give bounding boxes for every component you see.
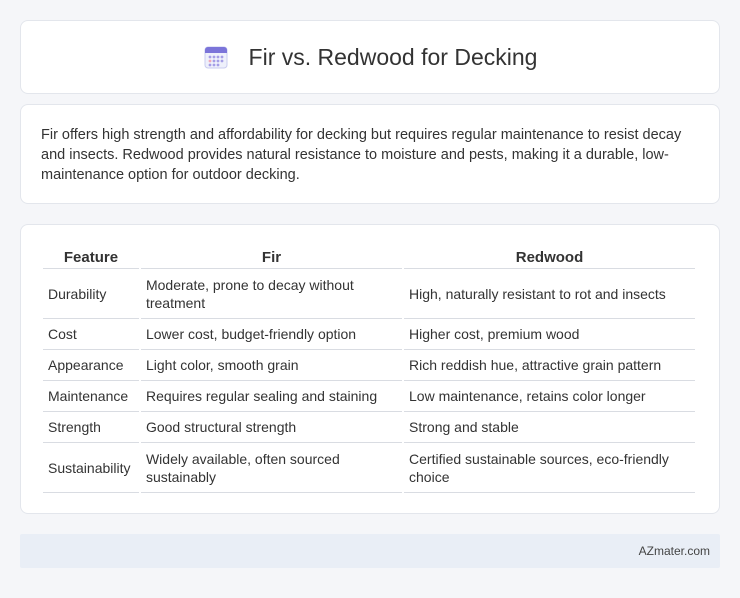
redwood-cell: Higher cost, premium wood xyxy=(404,319,695,350)
feature-cell: Durability xyxy=(43,269,139,319)
fir-cell: Requires regular sealing and staining xyxy=(141,381,402,412)
feature-cell: Sustainability xyxy=(43,443,139,493)
feature-cell: Maintenance xyxy=(43,381,139,412)
fir-cell: Widely available, often sourced sustainably xyxy=(141,443,402,493)
comparison-table xyxy=(41,247,697,493)
feature-cell: Strength xyxy=(43,412,139,443)
fir-cell: Light color, smooth grain xyxy=(141,350,402,381)
calendar-icon xyxy=(203,44,229,70)
redwood-cell: Low maintenance, retains color longer xyxy=(404,381,695,412)
table-row xyxy=(43,350,695,381)
title-card xyxy=(20,20,720,94)
footer-site-link[interactable]: AZmater.com xyxy=(638,544,710,558)
table-row xyxy=(43,412,695,443)
fir-cell: Good structural strength xyxy=(141,412,402,443)
redwood-cell: Certified sustainable sources, eco-friendly choice xyxy=(404,443,695,493)
footer xyxy=(20,534,720,568)
table-row xyxy=(43,381,695,412)
header-fir: Fir xyxy=(141,247,402,269)
fir-cell: Moderate, prone to decay without treatment xyxy=(141,269,402,319)
summary-text: Fir offers high strength and affordability for decking but requires regular maintenance to resist decay and insects. Redwood provides natural resistance to moisture and pests, making it a durable, low-maintenance option for outdoor decking. xyxy=(41,127,682,183)
feature-cell: Appearance xyxy=(43,350,139,381)
fir-cell: Lower cost, budget-friendly option xyxy=(141,319,402,350)
redwood-cell: Rich reddish hue, attractive grain pattern xyxy=(404,350,695,381)
header-feature: Feature xyxy=(43,247,139,269)
page-title: Fir vs. Redwood for Decking xyxy=(248,43,538,70)
header-redwood: Redwood xyxy=(404,247,695,269)
table-row xyxy=(43,269,695,319)
summary-card xyxy=(20,104,720,204)
table-header-row xyxy=(43,247,695,269)
comparison-table-card xyxy=(20,224,720,514)
table-row xyxy=(43,443,695,493)
feature-cell: Cost xyxy=(43,319,139,350)
table-row xyxy=(43,319,695,350)
redwood-cell: High, naturally resistant to rot and insects xyxy=(404,269,695,319)
redwood-cell: Strong and stable xyxy=(404,412,695,443)
